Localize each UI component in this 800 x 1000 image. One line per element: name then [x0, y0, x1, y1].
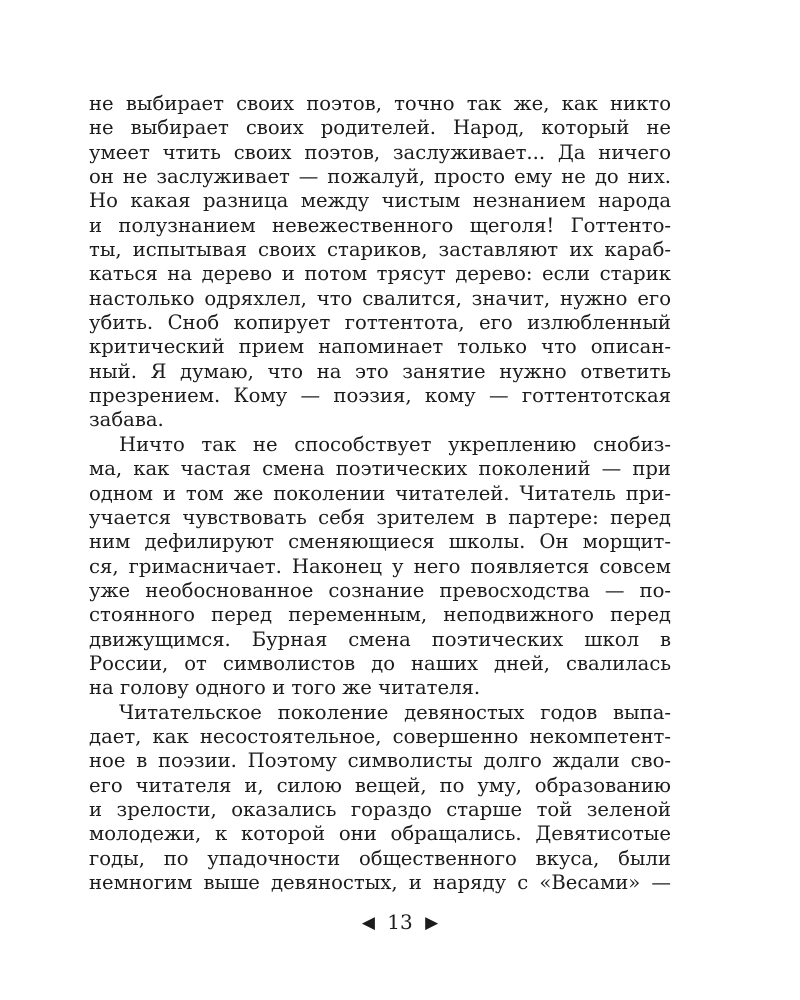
text-line: движущимся. Бурная смена поэтических школ в [89, 627, 671, 651]
text-line: Но какая разница между чистым незнанием народа [89, 189, 671, 213]
text-line: России, от символистов до наших дней, свалилась [89, 651, 671, 675]
ornament-left-icon: ◀ [361, 913, 375, 933]
text-line: настолько одряхлел, что свалится, значит, нужно его [89, 286, 671, 310]
text-line: не выбирает своих поэтов, точно так же, как никто [89, 92, 671, 115]
page-footer [0, 910, 800, 935]
body-text [89, 92, 671, 895]
text-line: критический прием напоминает только что описан- [89, 335, 671, 359]
text-line: забава. [89, 408, 164, 432]
text-line: его читателя и, силою вещей, по уму, образованию [89, 773, 671, 797]
paragraph-start-line: Читательское поколение девяностых годов выпа- [119, 700, 671, 724]
text-line: он не заслуживает — пожалуй, просто ему не до них. [89, 165, 671, 189]
text-line: убить. Сноб копирует готтентота, его излюбленный [89, 311, 671, 335]
text-line: ся, гримасничает. Наконец у него появляется совсем [89, 554, 671, 578]
text-line: ним дефилируют сменяющиеся школы. Он морщит- [89, 530, 671, 554]
text-line: ма, как частая смена поэтических поколений — при [89, 457, 671, 481]
text-line: одном и том же поколении читателей. Читатель при- [89, 481, 671, 505]
text-line: годы, по упадочности общественного вкуса, были [89, 846, 671, 870]
text-line: презрением. Кому — поэзия, кому — готтентотская [89, 384, 671, 408]
text-line: учается чувствовать себя зрителем в партере: перед [89, 505, 671, 529]
text-line: не выбирает своих родителей. Народ, который не [89, 116, 671, 140]
text-line: и зрелости, оказались гораздо старше той зеленой [89, 797, 671, 821]
text-line: на голову одного и того же читателя. [89, 676, 481, 700]
text-line: ный. Я думаю, что на это занятие нужно ответить [89, 359, 671, 383]
text-line: ное в поэзии. Поэтому символисты долго ждали сво- [89, 749, 671, 773]
ornament-right-icon: ▶ [425, 913, 439, 933]
paragraph-start-line: Ничто так не способствует укреплению снобиз- [119, 432, 671, 456]
text-line: ты, испытывая своих стариков, заставляют их караб- [89, 238, 671, 262]
text-line: каться на дерево и потом трясут дерево: если старик [89, 262, 671, 286]
text-line: уже необоснованное сознание превосходства — по- [89, 578, 671, 602]
text-line: немногим выше девяностых, и наряду с «Весами» — [89, 871, 671, 894]
text-line: молодежи, к которой они обращались. Девятисотые [89, 822, 671, 846]
text-line: стоянного перед переменным, неподвижного перед [89, 603, 671, 627]
page-number: 13 [387, 910, 413, 934]
text-line: умеет чтить своих поэтов, заслуживает... Да ничего [89, 140, 671, 164]
text-line: и полузнанием невежественного щеголя! Готтенто- [89, 213, 671, 237]
text-line: дает, как несостоятельное, совершенно некомпетент- [89, 724, 671, 748]
